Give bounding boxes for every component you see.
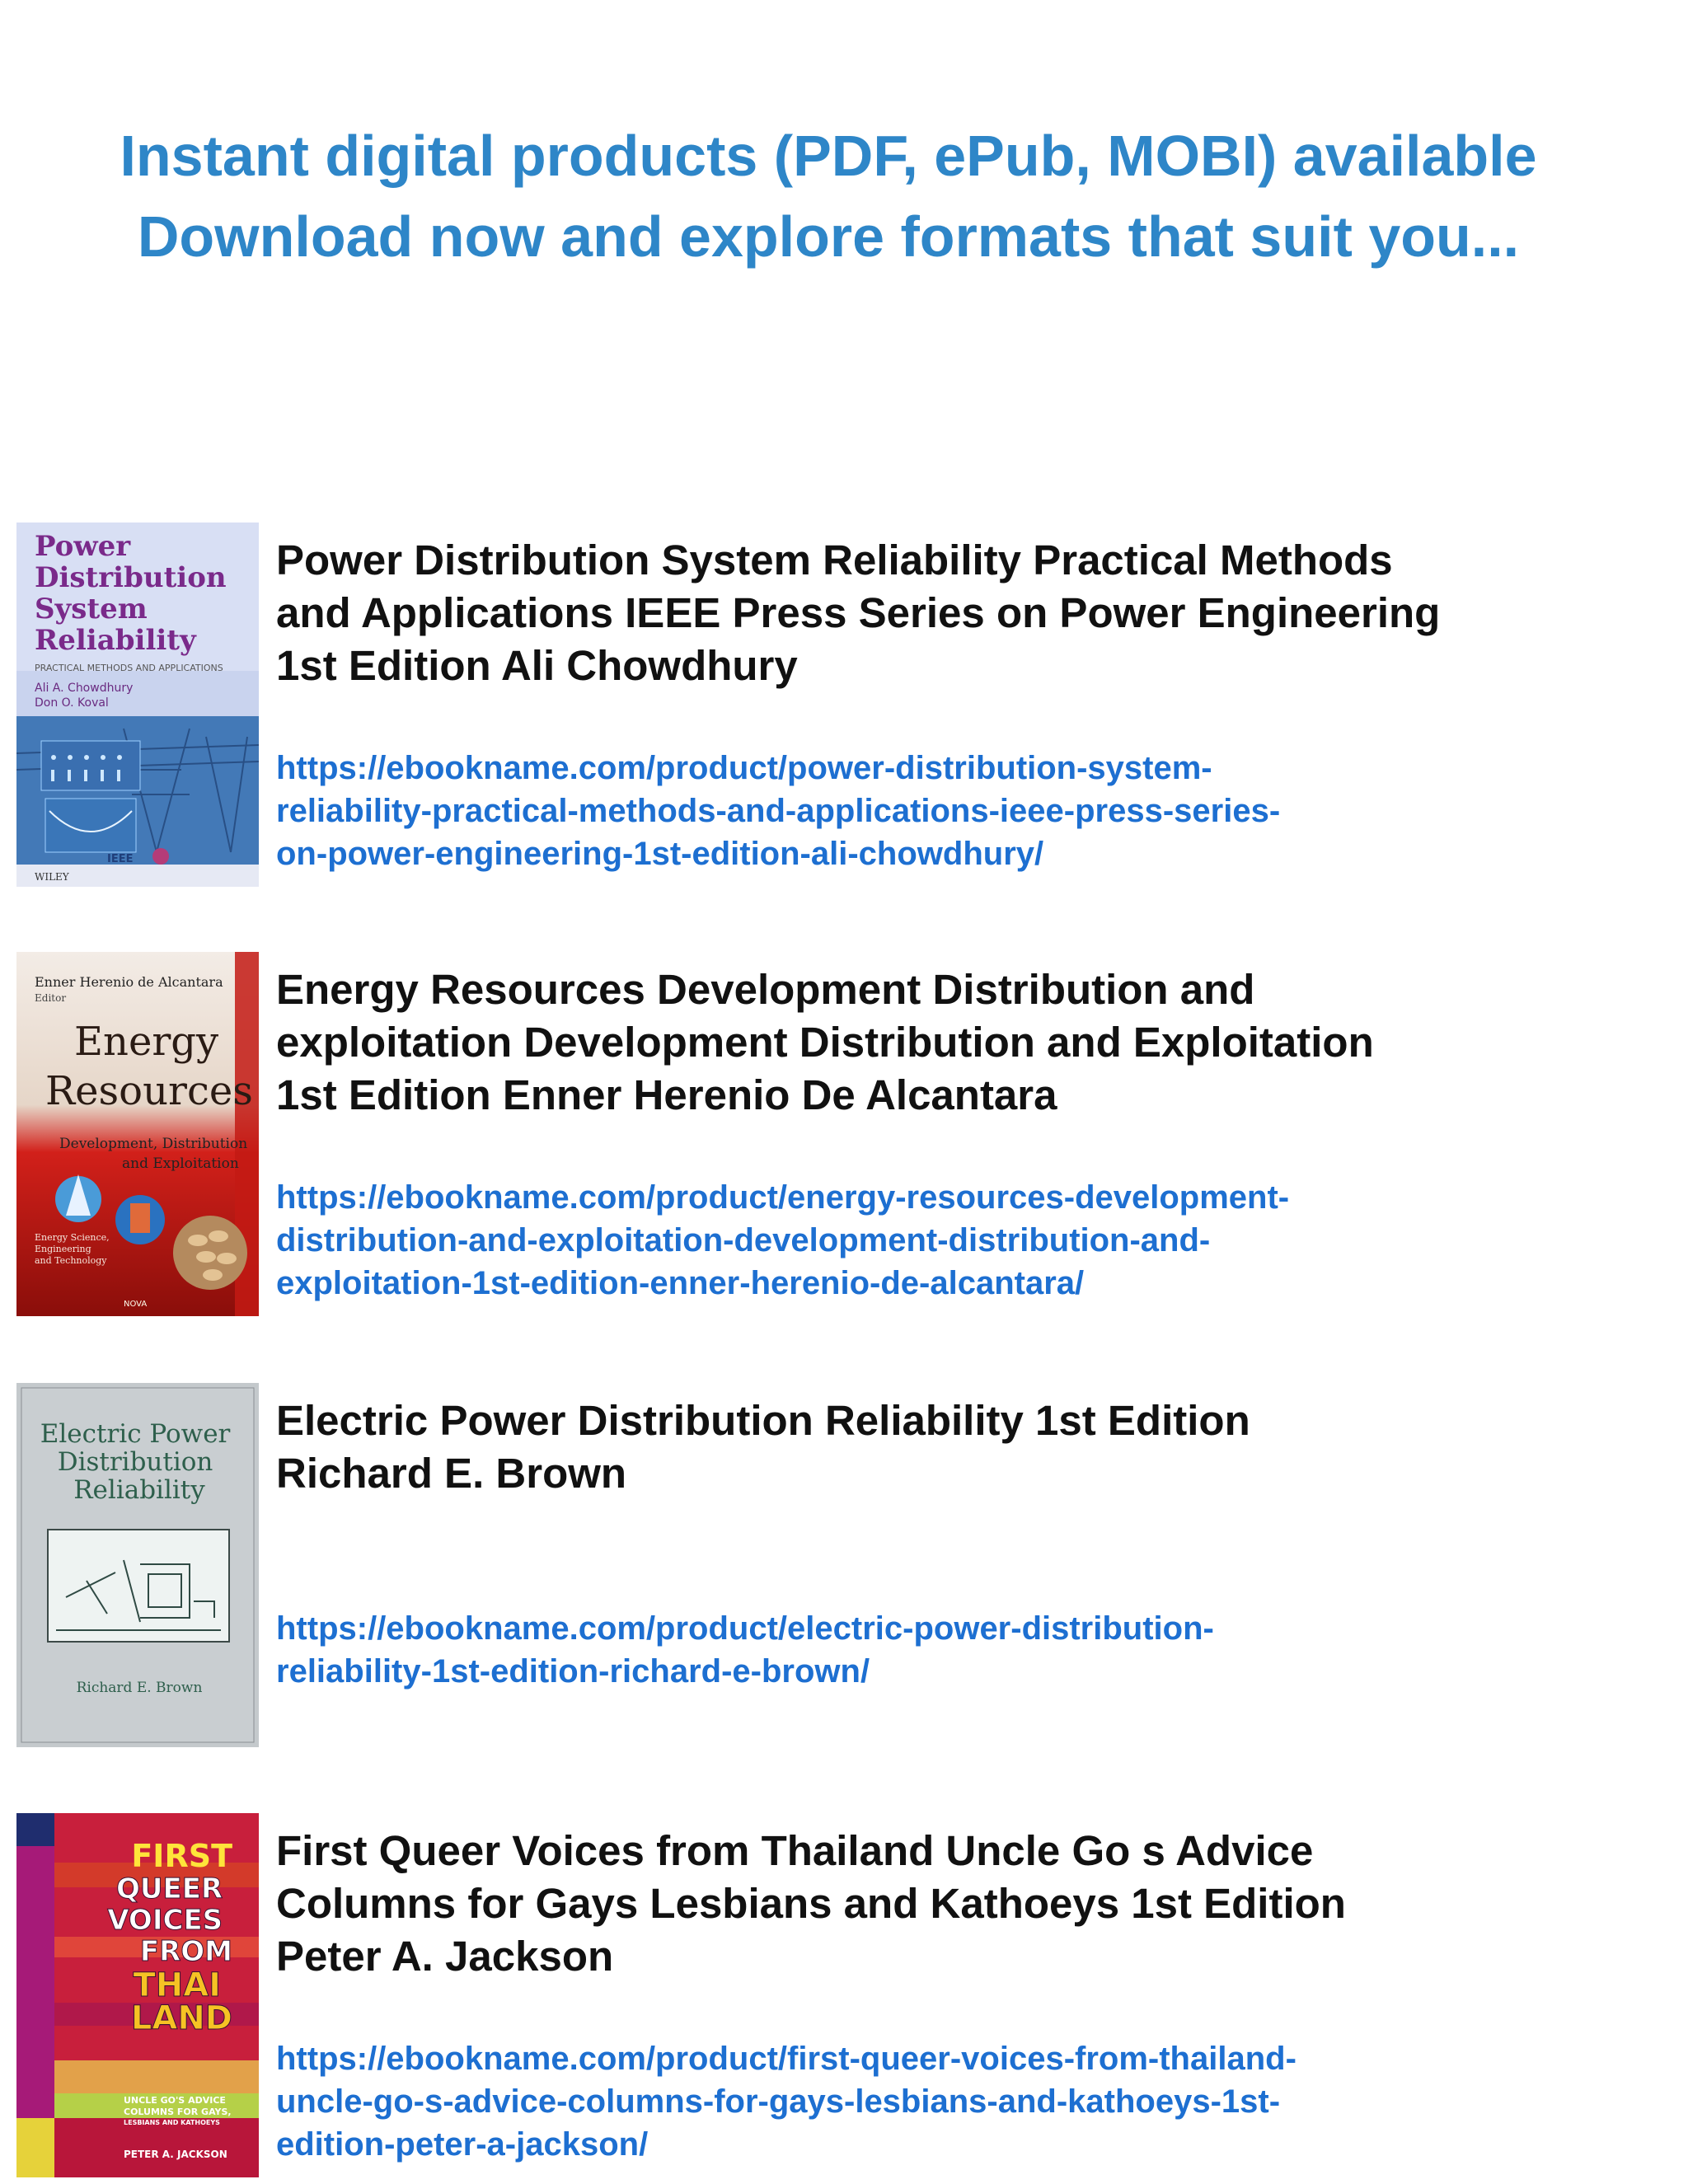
cover-1-series-logo: IEEE [107,853,134,865]
cover-1-title-line-3: System [35,593,148,626]
book-3-title-line-2: Richard E. Brown [276,1450,627,1497]
book-listing-4 [16,1813,1657,2177]
svg-text:FIRST [131,1838,232,1874]
book-2-url-line-1: https://ebookname.com/product/energy-resources-development- [276,1179,1290,1216]
cover-1-author-2: Don O. Koval [35,696,109,710]
book-cover-4[interactable] [16,1813,259,2177]
book-listing-1 [16,523,1657,887]
book-title-3 [276,1394,1595,1500]
book-2-url-line-3: exploitation-1st-edition-enner-herenio-de-alcantara/ [276,1265,1085,1301]
book-4-title-line-3: Peter A. Jackson [276,1933,614,1980]
book-listing-2 [16,952,1657,1316]
cover-1-publisher: WILEY [35,871,69,883]
book-1-title-line-2: and Applications IEEE Press Series on Power Engineering [276,589,1441,636]
cover-4-title-line-6: LAND [130,1999,232,2037]
cover-2-title-line-2: Resources [45,1068,253,1114]
book-link-1[interactable] [276,747,1512,875]
cover-2-title-line-1: Energy [74,1019,219,1065]
promo-subheadline: Download now and explore formats that suit you... [137,204,1520,269]
book-cover-1[interactable] [16,523,259,887]
book-3-url-line-1: https://ebookname.com/product/electric-power-distribution- [276,1610,1214,1647]
cover-4-subtitle-line-1: UNCLE GO'S ADVICE [124,2095,226,2106]
cover-4-subtitle-line-2: COLUMNS FOR GAYS, [124,2107,232,2117]
cover-3-title-line-2: Distribution [57,1447,213,1477]
promo-headline: Instant digital products (PDF, ePub, MOBI) available [120,124,1537,188]
book-1-title-line-1: Power Distribution System Reliability Practical Methods [276,537,1393,583]
cover-2-editor: Enner Herenio de Alcantara [35,974,223,990]
cover-4-title-line-2: QUEER [116,1872,223,1905]
cover-1-author-1: Ali A. Chowdhury [35,682,134,695]
book-title-1 [276,534,1595,692]
svg-text:THAI LAND [131,1966,232,2037]
svg-text:UNCLE GO'S ADVICE COLU [124,2095,234,2126]
book-link-2[interactable] [276,1176,1512,1305]
cover-4-subtitle-line-3: LESBIANS AND KATHOEYS [124,2119,220,2126]
book-2-title-line-3: 1st Edition Enner Herenio De Alcantara [276,1071,1057,1118]
book-1-url-line-1: https://ebookname.com/product/power-distribution-system- [276,750,1212,786]
cover-3-author: Richard E. Brown [76,1680,203,1696]
book-1-title-line-3: 1st Edition Ali Chowdhury [276,642,798,689]
book-2-title-line-2: exploitation Development Distribution and Exploitation [276,1019,1374,1066]
book-link-4[interactable] [276,2037,1512,2166]
book-title-4 [276,1825,1595,1983]
book-2-url-line-2: distribution-and-exploitation-development-distribution-and- [276,1222,1211,1258]
cover-1-title-line-4: Reliability [35,624,196,657]
cover-1-title-line-1: Power [35,530,131,563]
book-4-url-line-1: https://ebookname.com/product/first-queer-voices-from-thailand- [276,2041,1296,2077]
cover-2-series-line-1: Energy Science, [35,1232,110,1243]
book-2-title-line-1: Energy Resources Development Distribution and [276,966,1255,1013]
book-cover-2[interactable] [16,952,259,1316]
book-4-url-line-2: uncle-go-s-advice-columns-for-gays-lesbians-and-kathoeys-1st- [276,2083,1281,2120]
cover-2-editor-role: Editor [35,992,67,1004]
book-4-title-line-1: First Queer Voices from Thailand Uncle Go s Advice [276,1827,1314,1874]
cover-2-subtitle-line-2: and Exploitation [122,1155,239,1172]
cover-1-title-line-2: Distribution [35,561,227,594]
cover-4-title-line-5: THAI [133,1966,222,2004]
book-1-url-line-2: reliability-practical-methods-and-applications-ieee-press-series- [276,793,1281,829]
cover-2-series-line-3: and Technology [35,1255,107,1266]
book-4-url-line-3: edition-peter-a-jackson/ [276,2126,649,2163]
cover-4-title-line-4: FROM [139,1935,232,1968]
cover-4-title-line-1: FIRST [131,1838,232,1874]
cover-4-title-line-3: VOICES [107,1904,223,1937]
book-3-title-line-1: Electric Power Distribution Reliability 1st Edition [276,1397,1250,1444]
book-cover-3[interactable] [16,1383,259,1747]
cover-1-subtitle: PRACTICAL METHODS AND APPLICATIONS [35,663,223,673]
book-1-url-line-3: on-power-engineering-1st-edition-ali-chowdhury/ [276,836,1044,872]
cover-3-title-line-3: Reliability [73,1475,205,1505]
book-3-url-line-2: reliability-1st-edition-richard-e-brown/ [276,1653,870,1690]
cover-2-series-line-2: Engineering [35,1244,91,1254]
cover-2-publisher: NOVA [124,1300,148,1309]
book-title-2 [276,963,1595,1122]
cover-2-subtitle-line-1: Development, Distribution [59,1136,248,1152]
book-link-3[interactable] [276,1607,1512,1693]
promo-header [0,115,1657,277]
book-listing-3 [16,1383,1657,1747]
cover-4-author: PETER A. JACKSON [124,2149,227,2160]
book-4-title-line-2: Columns for Gays Lesbians and Kathoeys 1st Edition [276,1880,1346,1927]
cover-3-title-line-1: Electric Power [40,1419,231,1449]
